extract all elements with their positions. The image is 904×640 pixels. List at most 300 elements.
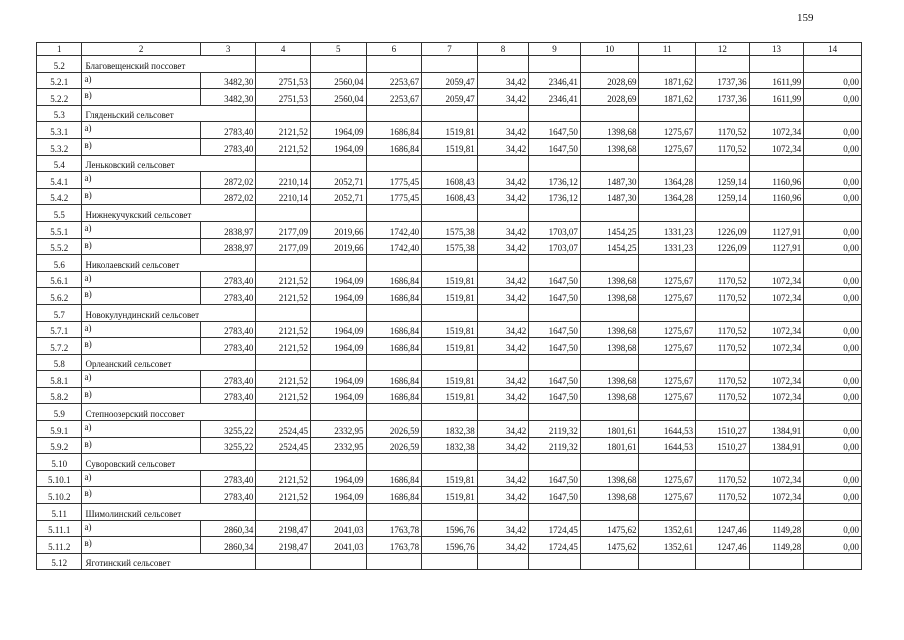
empty-cell — [529, 155, 581, 172]
empty-cell — [749, 304, 804, 321]
row-code: 5.10.1 — [37, 470, 82, 487]
empty-cell — [256, 155, 311, 172]
value-cell-col-5: 1964,09 — [310, 387, 366, 404]
column-header-1: 1 — [37, 43, 82, 56]
value-cell-col-12: 1226,09 — [696, 221, 750, 238]
section-code: 5.10 — [37, 454, 82, 471]
value-cell-col-6: 2026,59 — [366, 421, 422, 438]
value-cell-col-4: 2121,52 — [256, 288, 311, 305]
value-cell-col-10: 1475,62 — [580, 520, 639, 537]
empty-cell — [422, 56, 478, 73]
value-cell-col-9: 2119,32 — [529, 421, 581, 438]
empty-cell — [366, 504, 422, 521]
value-cell-col-14: 0,00 — [804, 537, 862, 554]
empty-cell — [580, 354, 639, 371]
value-cell-col-3: 2872,02 — [200, 172, 256, 189]
section-code: 5.2 — [37, 56, 82, 73]
section-code: 5.9 — [37, 404, 82, 421]
empty-cell — [639, 354, 696, 371]
value-cell-col-5: 2052,71 — [310, 188, 366, 205]
value-cell-col-7: 1519,81 — [422, 122, 478, 139]
value-cell-col-5: 2560,04 — [310, 72, 366, 89]
value-cell-col-3: 2783,40 — [200, 470, 256, 487]
row-label: а) — [82, 421, 200, 438]
empty-cell — [696, 553, 750, 570]
value-cell-col-14: 0,00 — [804, 172, 862, 189]
value-cell-col-12: 1170,52 — [696, 271, 750, 288]
empty-cell — [749, 105, 804, 122]
value-cell-col-9: 1647,50 — [529, 138, 581, 155]
value-cell-col-13: 1072,34 — [749, 338, 804, 355]
value-cell-col-4: 2210,14 — [256, 188, 311, 205]
empty-cell — [529, 255, 581, 272]
value-cell-col-6: 1686,84 — [366, 338, 422, 355]
value-cell-col-12: 1247,46 — [696, 537, 750, 554]
empty-cell — [256, 56, 311, 73]
empty-cell — [639, 553, 696, 570]
section-name: Леньковский сельсовет — [82, 155, 200, 172]
empty-cell — [310, 454, 366, 471]
column-header-12: 12 — [696, 43, 750, 56]
empty-cell — [310, 56, 366, 73]
section-name: Новокулундинский сельсовет — [82, 304, 200, 321]
value-cell-col-6: 1742,40 — [366, 221, 422, 238]
empty-cell — [256, 205, 311, 222]
value-cell-col-4: 2751,53 — [256, 89, 311, 106]
empty-cell — [310, 105, 366, 122]
value-cell-col-6: 2026,59 — [366, 437, 422, 454]
value-cell-col-12: 1510,27 — [696, 421, 750, 438]
value-cell-col-4: 2121,52 — [256, 371, 311, 388]
value-cell-col-3: 2838,97 — [200, 221, 256, 238]
value-cell-col-5: 1964,09 — [310, 122, 366, 139]
value-cell-col-7: 1519,81 — [422, 470, 478, 487]
value-cell-col-14: 0,00 — [804, 520, 862, 537]
value-cell-col-5: 2332,95 — [310, 421, 366, 438]
value-cell-col-7: 1608,43 — [422, 188, 478, 205]
empty-cell — [477, 504, 529, 521]
empty-cell — [580, 404, 639, 421]
value-cell-col-14: 0,00 — [804, 89, 862, 106]
value-cell-col-7: 2059,47 — [422, 89, 478, 106]
empty-cell — [422, 255, 478, 272]
value-cell-col-13: 1072,34 — [749, 271, 804, 288]
value-cell-col-14: 0,00 — [804, 437, 862, 454]
empty-cell — [804, 304, 862, 321]
value-cell-col-10: 1801,61 — [580, 437, 639, 454]
value-cell-col-5: 2052,71 — [310, 172, 366, 189]
value-cell-col-8: 34,42 — [477, 288, 529, 305]
row-code: 5.4.1 — [37, 172, 82, 189]
section-name: Николаевский сельсовет — [82, 255, 200, 272]
value-cell-col-6: 1686,84 — [366, 288, 422, 305]
empty-cell — [477, 354, 529, 371]
value-cell-col-9: 1647,50 — [529, 288, 581, 305]
empty-cell — [256, 454, 311, 471]
section-name: Орлеанский сельсовет — [82, 354, 200, 371]
value-cell-col-8: 34,42 — [477, 138, 529, 155]
value-cell-col-6: 1775,45 — [366, 172, 422, 189]
empty-cell — [477, 304, 529, 321]
section-row — [37, 155, 862, 172]
empty-cell — [200, 504, 256, 521]
value-cell-col-6: 1686,84 — [366, 371, 422, 388]
value-cell-col-3: 2783,40 — [200, 138, 256, 155]
value-cell-col-11: 1644,53 — [639, 421, 696, 438]
value-cell-col-3: 3482,30 — [200, 89, 256, 106]
value-cell-col-9: 1724,45 — [529, 520, 581, 537]
value-cell-col-3: 2783,40 — [200, 321, 256, 338]
empty-cell — [477, 454, 529, 471]
empty-cell — [749, 56, 804, 73]
value-cell-col-7: 1575,38 — [422, 238, 478, 255]
value-cell-col-12: 1170,52 — [696, 487, 750, 504]
empty-cell — [529, 404, 581, 421]
value-cell-col-13: 1160,96 — [749, 172, 804, 189]
empty-cell — [580, 205, 639, 222]
table-row — [37, 338, 862, 355]
section-row — [37, 205, 862, 222]
empty-cell — [422, 553, 478, 570]
value-cell-col-14: 0,00 — [804, 338, 862, 355]
row-code: 5.9.2 — [37, 437, 82, 454]
value-cell-col-12: 1510,27 — [696, 437, 750, 454]
value-cell-col-9: 1647,50 — [529, 338, 581, 355]
value-cell-col-3: 2783,40 — [200, 371, 256, 388]
empty-cell — [477, 404, 529, 421]
value-cell-col-14: 0,00 — [804, 288, 862, 305]
value-cell-col-7: 1575,38 — [422, 221, 478, 238]
row-label: в) — [82, 288, 200, 305]
value-cell-col-8: 34,42 — [477, 520, 529, 537]
empty-cell — [580, 155, 639, 172]
empty-cell — [804, 155, 862, 172]
table-row — [37, 271, 862, 288]
value-cell-col-3: 2860,34 — [200, 537, 256, 554]
value-cell-col-6: 1686,84 — [366, 321, 422, 338]
value-cell-col-4: 2121,52 — [256, 387, 311, 404]
value-cell-col-10: 1398,68 — [580, 470, 639, 487]
row-code: 5.11.2 — [37, 537, 82, 554]
value-cell-col-13: 1149,28 — [749, 520, 804, 537]
value-cell-col-6: 1763,78 — [366, 537, 422, 554]
value-cell-col-12: 1226,09 — [696, 238, 750, 255]
value-cell-col-5: 1964,09 — [310, 138, 366, 155]
empty-cell — [529, 354, 581, 371]
value-cell-col-6: 1686,84 — [366, 387, 422, 404]
value-cell-col-4: 2177,09 — [256, 238, 311, 255]
empty-cell — [580, 255, 639, 272]
value-cell-col-10: 1398,68 — [580, 487, 639, 504]
table-row — [37, 72, 862, 89]
value-cell-col-11: 1275,67 — [639, 321, 696, 338]
value-cell-col-8: 34,42 — [477, 122, 529, 139]
section-code: 5.4 — [37, 155, 82, 172]
value-cell-col-3: 2783,40 — [200, 387, 256, 404]
empty-cell — [696, 354, 750, 371]
table-row — [37, 437, 862, 454]
table-row — [37, 172, 862, 189]
empty-cell — [580, 454, 639, 471]
value-cell-col-11: 1275,67 — [639, 387, 696, 404]
column-header-10: 10 — [580, 43, 639, 56]
empty-cell — [639, 454, 696, 471]
empty-cell — [529, 105, 581, 122]
value-cell-col-4: 2121,52 — [256, 487, 311, 504]
value-cell-col-13: 1384,91 — [749, 421, 804, 438]
empty-cell — [477, 205, 529, 222]
empty-cell — [477, 255, 529, 272]
value-cell-col-5: 1964,09 — [310, 470, 366, 487]
empty-cell — [366, 255, 422, 272]
empty-cell — [804, 354, 862, 371]
empty-cell — [310, 504, 366, 521]
value-cell-col-14: 0,00 — [804, 271, 862, 288]
value-cell-col-9: 1647,50 — [529, 271, 581, 288]
empty-cell — [804, 404, 862, 421]
empty-cell — [200, 255, 256, 272]
row-label: а) — [82, 520, 200, 537]
value-cell-col-11: 1644,53 — [639, 437, 696, 454]
table-row — [37, 537, 862, 554]
value-cell-col-3: 3482,30 — [200, 72, 256, 89]
empty-cell — [200, 354, 256, 371]
table-row — [37, 421, 862, 438]
table-row — [37, 122, 862, 139]
value-cell-col-5: 1964,09 — [310, 288, 366, 305]
empty-cell — [422, 354, 478, 371]
column-header-5: 5 — [310, 43, 366, 56]
table-row — [37, 288, 862, 305]
value-cell-col-5: 2019,66 — [310, 238, 366, 255]
empty-cell — [696, 404, 750, 421]
table-row — [37, 371, 862, 388]
empty-cell — [366, 155, 422, 172]
value-cell-col-4: 2121,52 — [256, 470, 311, 487]
value-cell-col-9: 2346,41 — [529, 89, 581, 106]
row-label: в) — [82, 487, 200, 504]
value-cell-col-14: 0,00 — [804, 470, 862, 487]
empty-cell — [696, 56, 750, 73]
value-cell-col-12: 1170,52 — [696, 122, 750, 139]
row-label: а) — [82, 72, 200, 89]
value-cell-col-14: 0,00 — [804, 371, 862, 388]
value-cell-col-3: 3255,22 — [200, 437, 256, 454]
value-cell-col-14: 0,00 — [804, 122, 862, 139]
value-cell-col-3: 2783,40 — [200, 487, 256, 504]
empty-cell — [696, 105, 750, 122]
empty-cell — [200, 105, 256, 122]
section-row — [37, 454, 862, 471]
value-cell-col-10: 1398,68 — [580, 271, 639, 288]
empty-cell — [422, 205, 478, 222]
section-name: Гляденьский сельсовет — [82, 105, 200, 122]
value-cell-col-7: 1608,43 — [422, 172, 478, 189]
empty-cell — [366, 354, 422, 371]
empty-cell — [529, 205, 581, 222]
value-cell-col-7: 1596,76 — [422, 520, 478, 537]
section-name: Нижнекучукский сельсовет — [82, 205, 200, 222]
empty-cell — [256, 304, 311, 321]
section-name: Степноозерский поссовет — [82, 404, 200, 421]
value-cell-col-11: 1364,28 — [639, 172, 696, 189]
empty-cell — [256, 354, 311, 371]
value-cell-col-13: 1072,34 — [749, 371, 804, 388]
value-cell-col-14: 0,00 — [804, 321, 862, 338]
empty-cell — [749, 354, 804, 371]
column-header-2: 2 — [82, 43, 200, 56]
row-label: в) — [82, 338, 200, 355]
value-cell-col-6: 1686,84 — [366, 271, 422, 288]
value-cell-col-5: 1964,09 — [310, 371, 366, 388]
column-header-8: 8 — [477, 43, 529, 56]
row-label: а) — [82, 172, 200, 189]
empty-cell — [639, 404, 696, 421]
value-cell-col-13: 1072,34 — [749, 387, 804, 404]
value-cell-col-13: 1384,91 — [749, 437, 804, 454]
value-cell-col-9: 1647,50 — [529, 371, 581, 388]
row-code: 5.8.1 — [37, 371, 82, 388]
value-cell-col-4: 2198,47 — [256, 537, 311, 554]
empty-cell — [529, 504, 581, 521]
row-code: 5.11.1 — [37, 520, 82, 537]
row-label: в) — [82, 138, 200, 155]
section-row — [37, 404, 862, 421]
row-label: в) — [82, 89, 200, 106]
value-cell-col-10: 2028,69 — [580, 72, 639, 89]
value-cell-col-8: 34,42 — [477, 321, 529, 338]
empty-cell — [310, 553, 366, 570]
value-cell-col-6: 1742,40 — [366, 238, 422, 255]
value-cell-col-9: 1647,50 — [529, 122, 581, 139]
value-cell-col-3: 2838,97 — [200, 238, 256, 255]
value-cell-col-7: 1832,38 — [422, 421, 478, 438]
empty-cell — [580, 105, 639, 122]
value-cell-col-5: 1964,09 — [310, 271, 366, 288]
value-cell-col-9: 1647,50 — [529, 321, 581, 338]
value-cell-col-6: 2253,67 — [366, 89, 422, 106]
empty-cell — [804, 105, 862, 122]
row-label: а) — [82, 321, 200, 338]
value-cell-col-10: 1398,68 — [580, 122, 639, 139]
value-cell-col-8: 34,42 — [477, 487, 529, 504]
row-code: 5.4.2 — [37, 188, 82, 205]
value-cell-col-10: 1454,25 — [580, 221, 639, 238]
value-cell-col-4: 2121,52 — [256, 122, 311, 139]
empty-cell — [804, 255, 862, 272]
value-cell-col-13: 1072,34 — [749, 321, 804, 338]
value-cell-col-12: 1170,52 — [696, 470, 750, 487]
column-header-9: 9 — [529, 43, 581, 56]
value-cell-col-10: 1398,68 — [580, 138, 639, 155]
section-code: 5.5 — [37, 205, 82, 222]
value-cell-col-12: 1170,52 — [696, 138, 750, 155]
empty-cell — [366, 454, 422, 471]
value-cell-col-10: 1398,68 — [580, 371, 639, 388]
value-cell-col-9: 2119,32 — [529, 437, 581, 454]
row-label: а) — [82, 271, 200, 288]
value-cell-col-9: 1647,50 — [529, 487, 581, 504]
empty-cell — [477, 105, 529, 122]
empty-cell — [696, 504, 750, 521]
row-code: 5.9.1 — [37, 421, 82, 438]
value-cell-col-3: 2783,40 — [200, 338, 256, 355]
empty-cell — [422, 504, 478, 521]
table-row — [37, 387, 862, 404]
value-cell-col-8: 34,42 — [477, 221, 529, 238]
value-cell-col-7: 1519,81 — [422, 487, 478, 504]
column-number-row — [37, 43, 862, 56]
value-cell-col-11: 1871,62 — [639, 89, 696, 106]
table-row — [37, 321, 862, 338]
value-cell-col-8: 34,42 — [477, 338, 529, 355]
value-cell-col-7: 1519,81 — [422, 288, 478, 305]
value-cell-col-8: 34,42 — [477, 387, 529, 404]
empty-cell — [804, 553, 862, 570]
empty-cell — [366, 56, 422, 73]
value-cell-col-11: 1275,67 — [639, 338, 696, 355]
value-cell-col-4: 2121,52 — [256, 321, 311, 338]
value-cell-col-12: 1170,52 — [696, 371, 750, 388]
section-row — [37, 304, 862, 321]
value-cell-col-7: 1596,76 — [422, 537, 478, 554]
empty-cell — [366, 304, 422, 321]
value-cell-col-12: 1259,14 — [696, 172, 750, 189]
table-row — [37, 221, 862, 238]
column-header-11: 11 — [639, 43, 696, 56]
value-cell-col-3: 2783,40 — [200, 122, 256, 139]
value-cell-col-13: 1127,91 — [749, 221, 804, 238]
value-cell-col-7: 1519,81 — [422, 321, 478, 338]
value-cell-col-4: 2524,45 — [256, 437, 311, 454]
empty-cell — [804, 56, 862, 73]
column-header-3: 3 — [200, 43, 256, 56]
value-cell-col-8: 34,42 — [477, 172, 529, 189]
row-label: а) — [82, 122, 200, 139]
value-cell-col-5: 2332,95 — [310, 437, 366, 454]
empty-cell — [200, 304, 256, 321]
value-cell-col-11: 1331,23 — [639, 238, 696, 255]
value-cell-col-5: 1964,09 — [310, 338, 366, 355]
empty-cell — [256, 255, 311, 272]
row-code: 5.8.2 — [37, 387, 82, 404]
value-cell-col-12: 1170,52 — [696, 387, 750, 404]
value-cell-col-6: 1775,45 — [366, 188, 422, 205]
value-cell-col-3: 2860,34 — [200, 520, 256, 537]
table-row — [37, 238, 862, 255]
empty-cell — [749, 404, 804, 421]
value-cell-col-14: 0,00 — [804, 421, 862, 438]
value-cell-col-14: 0,00 — [804, 387, 862, 404]
empty-cell — [749, 255, 804, 272]
empty-cell — [804, 454, 862, 471]
empty-cell — [256, 404, 311, 421]
value-cell-col-6: 2253,67 — [366, 72, 422, 89]
column-header-7: 7 — [422, 43, 478, 56]
value-cell-col-8: 34,42 — [477, 371, 529, 388]
value-cell-col-10: 1801,61 — [580, 421, 639, 438]
empty-cell — [310, 304, 366, 321]
row-label: а) — [82, 470, 200, 487]
empty-cell — [422, 155, 478, 172]
tariff-table — [36, 42, 862, 570]
value-cell-col-11: 1275,67 — [639, 271, 696, 288]
empty-cell — [749, 205, 804, 222]
empty-cell — [749, 553, 804, 570]
value-cell-col-6: 1686,84 — [366, 487, 422, 504]
empty-cell — [696, 304, 750, 321]
value-cell-col-9: 1647,50 — [529, 387, 581, 404]
